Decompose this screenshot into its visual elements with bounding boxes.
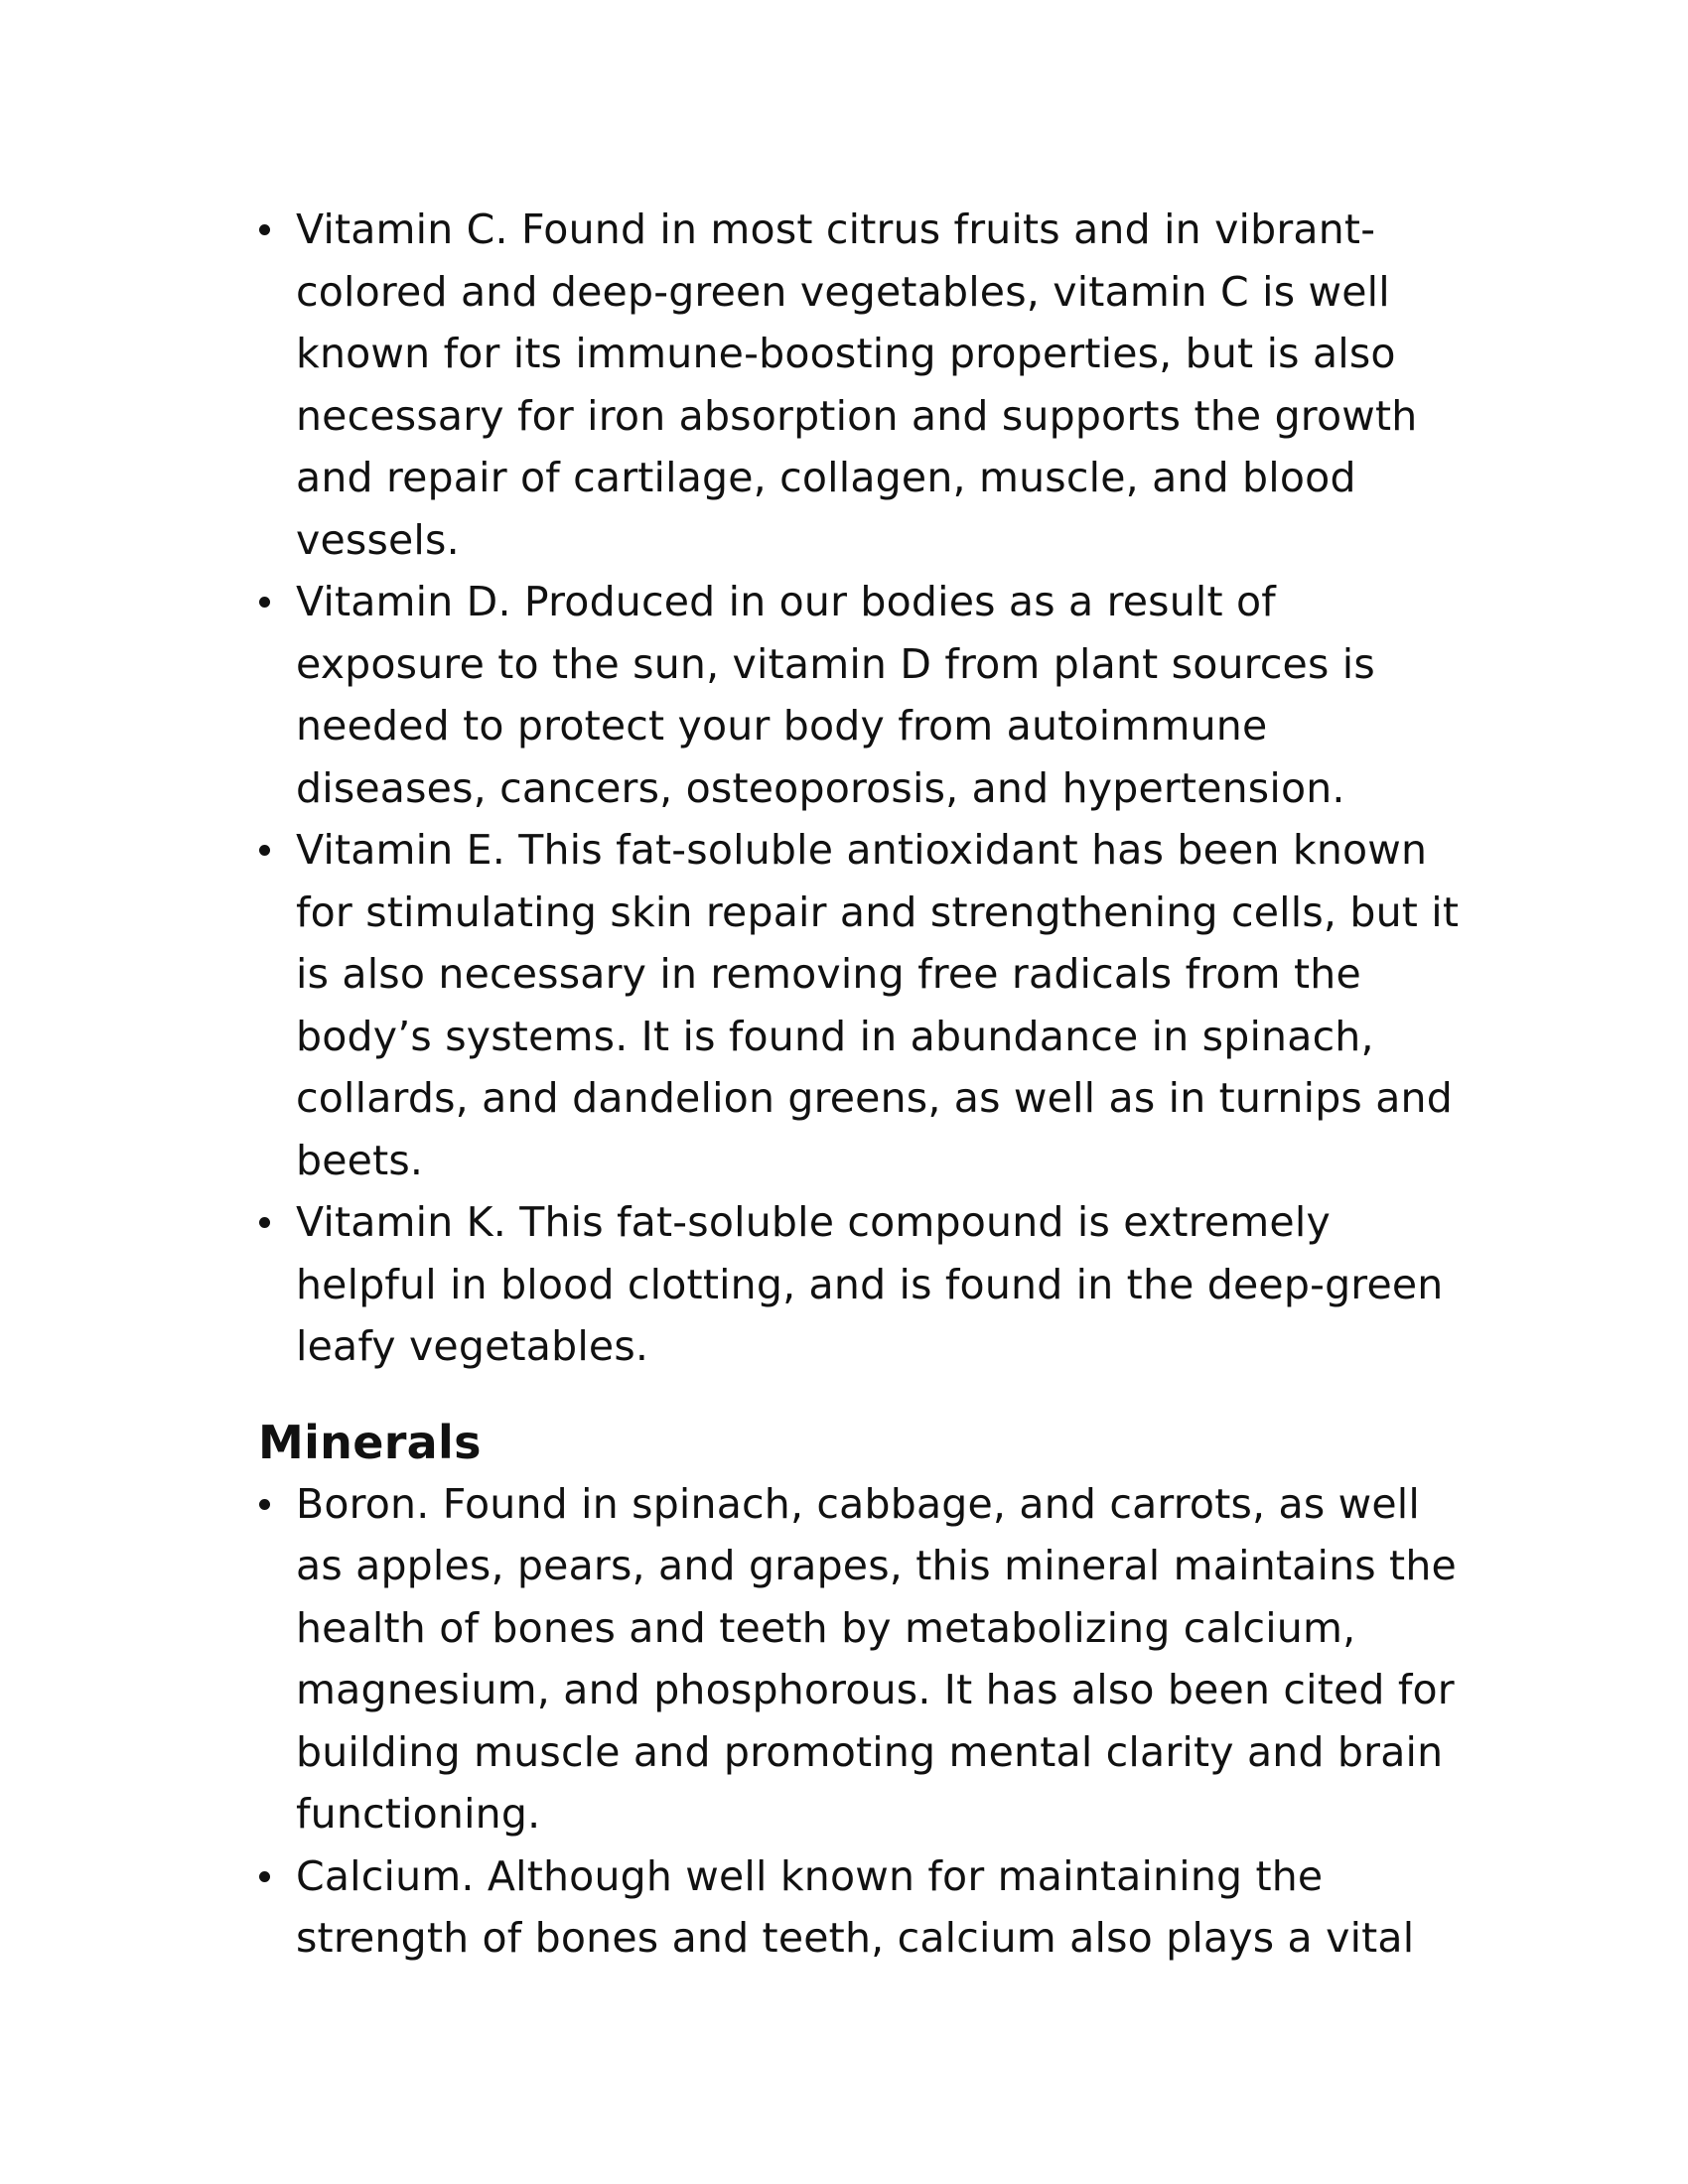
list-item-vitamin-d [258, 571, 1489, 819]
text-line: vessels. [296, 515, 460, 564]
list-item-calcium [258, 1845, 1489, 1970]
text-line: magnesium, and phosphorous. It has also been cited for [296, 1666, 1455, 1713]
bullet-icon [259, 1217, 270, 1228]
text-line: Vitamin D. Produced in our bodies as a result of [296, 578, 1276, 625]
text-line: Vitamin C. Found in most citrus fruits and in vibrant- [296, 205, 1376, 253]
text-line: body’s systems. It is found in abundance in spinach, [296, 1012, 1374, 1060]
text-line: building muscle and promoting mental clarity and brain [296, 1727, 1444, 1776]
text-line: needed to protect your body from autoimmune [296, 702, 1268, 750]
vitamins-list [258, 199, 1489, 1378]
text-line: for stimulating skin repair and strengthening cells, but it [296, 887, 1460, 936]
text-line: necessary for iron absorption and supports the growth [296, 391, 1418, 440]
text-line: exposure to the sun, vitamin D from plant sources is [296, 639, 1375, 688]
text-line: beets. [296, 1136, 424, 1184]
text-line: as apples, pears, and grapes, this mineral maintains the [296, 1542, 1457, 1589]
text-line: and repair of cartilage, collagen, muscle, and blood [296, 454, 1356, 501]
text-line: Vitamin K. This fat-soluble compound is extremely [296, 1198, 1331, 1246]
list-item-vitamin-e [258, 819, 1489, 1191]
text-line: leafy vegetables. [296, 1322, 649, 1370]
text-line: Vitamin E. This fat-soluble antioxidant has been known [296, 826, 1428, 874]
minerals-heading: Minerals [258, 1415, 482, 1469]
text-line: known for its immune-boosting properties, but is also [296, 330, 1396, 377]
text-line: strength of bones and teeth, calcium also plays a vital [296, 1914, 1415, 1962]
text-line: colored and deep-green vegetables, vitamin C is well [296, 267, 1390, 316]
page-content [258, 199, 1489, 1970]
bullet-icon [259, 1499, 270, 1510]
minerals-list [258, 1473, 1489, 1970]
list-item-boron [258, 1473, 1489, 1845]
text-line: helpful in blood clotting, and is found in the deep-green [296, 1260, 1444, 1308]
bullet-icon [259, 1871, 270, 1882]
text-line: is also necessary in removing free radicals from the [296, 950, 1361, 998]
text-line: Boron. Found in spinach, cabbage, and carrots, as well [296, 1479, 1420, 1528]
bullet-icon [259, 845, 270, 856]
text-line: Calcium. Although well known for maintaining the [296, 1851, 1324, 1900]
list-item-vitamin-c [258, 199, 1489, 571]
bullet-icon [259, 597, 270, 608]
text-line: functioning. [296, 1790, 541, 1838]
text-line: collards, and dandelion greens, as well as in turnips and [296, 1074, 1453, 1122]
bullet-icon [259, 224, 270, 235]
text-line: diseases, cancers, osteoporosis, and hypertension. [296, 763, 1345, 812]
list-item-vitamin-k [258, 1191, 1489, 1378]
text-line: health of bones and teeth by metabolizing calcium, [296, 1603, 1356, 1652]
